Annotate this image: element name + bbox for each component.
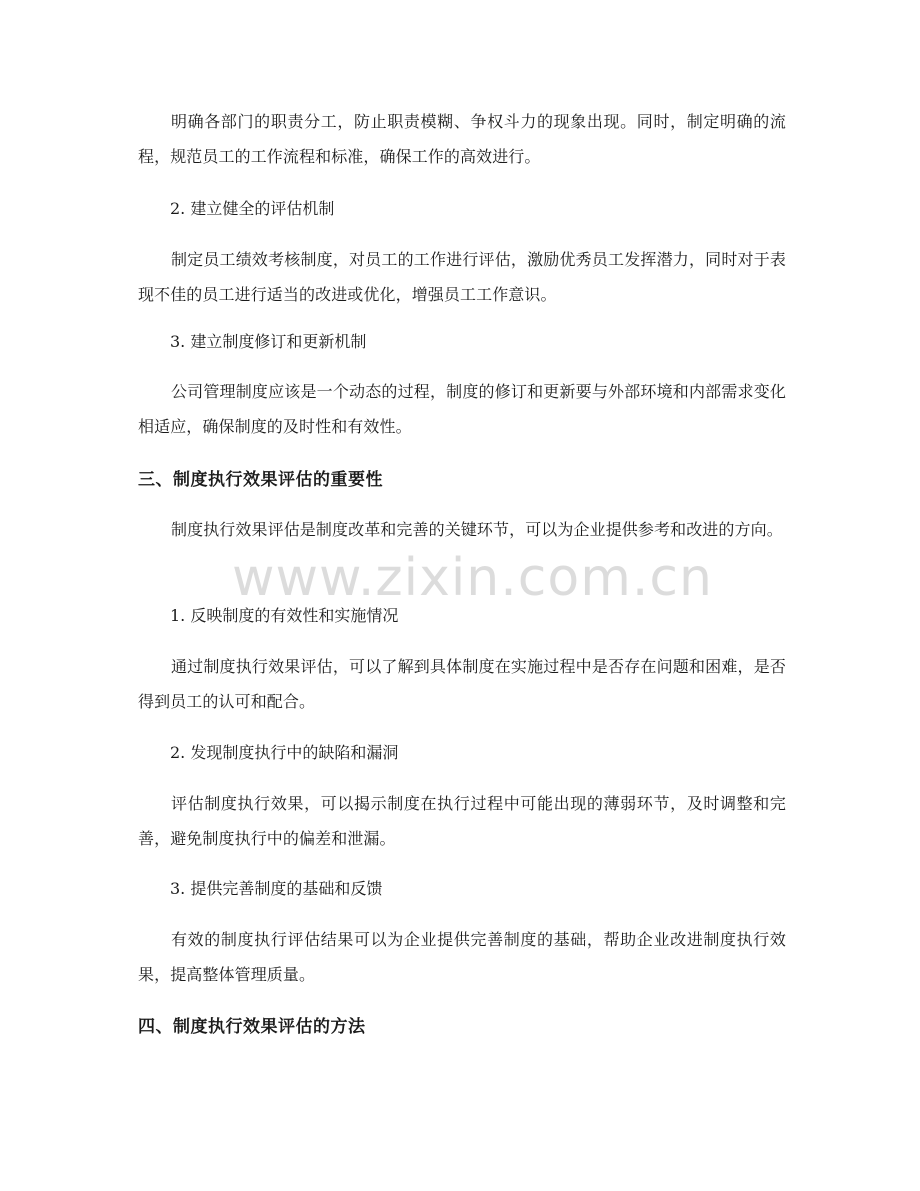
section-heading-methods: 四、制度执行效果评估的方法 <box>138 1017 366 1037</box>
watermark-text: www.zixin.com.cn <box>232 548 713 608</box>
subheading-feedback: 3. 提供完善制度的基础和反馈 <box>170 879 383 898</box>
paragraph-effectiveness: 通过制度执行效果评估，可以了解到具体制度在实施过程中是否存在问题和困难，是否得到员工的认可和配合。 <box>138 657 786 711</box>
paragraph-defects: 评估制度执行效果，可以揭示制度在执行过程中可能出现的薄弱环节，及时调整和完善，避免制度执行中的偏差和泄漏。 <box>138 794 786 848</box>
subheading-evaluation-mechanism: 2. 建立健全的评估机制 <box>170 199 335 218</box>
paragraph-evaluation-mechanism: 制定员工绩效考核制度，对员工的工作进行评估，激励优秀员工发挥潜力，同时对于表现不佳的员工进行适当的改进或优化，增强员工工作意识。 <box>138 250 786 304</box>
section-heading-importance: 三、制度执行效果评估的重要性 <box>138 470 383 490</box>
paragraph-importance-intro: 制度执行效果评估是制度改革和完善的关键环节，可以为企业提供参考和改进的方向。 <box>171 520 783 539</box>
paragraph-responsibilities: 明确各部门的职责分工，防止职责模糊、争权斗力的现象出现。同时，制定明确的流程，规范员工的工作流程和标准，确保工作的高效进行。 <box>138 112 786 166</box>
subheading-effectiveness: 1. 反映制度的有效性和实施情况 <box>170 606 399 625</box>
paragraph-revision-mechanism: 公司管理制度应该是一个动态的过程，制度的修订和更新要与外部环境和内部需求变化相适应，确保制度的及时性和有效性。 <box>138 382 786 436</box>
paragraph-feedback: 有效的制度执行评估结果可以为企业提供完善制度的基础，帮助企业改进制度执行效果，提高整体管理质量。 <box>138 930 786 984</box>
subheading-revision-mechanism: 3. 建立制度修订和更新机制 <box>170 332 367 351</box>
subheading-defects: 2. 发现制度执行中的缺陷和漏洞 <box>170 743 399 762</box>
